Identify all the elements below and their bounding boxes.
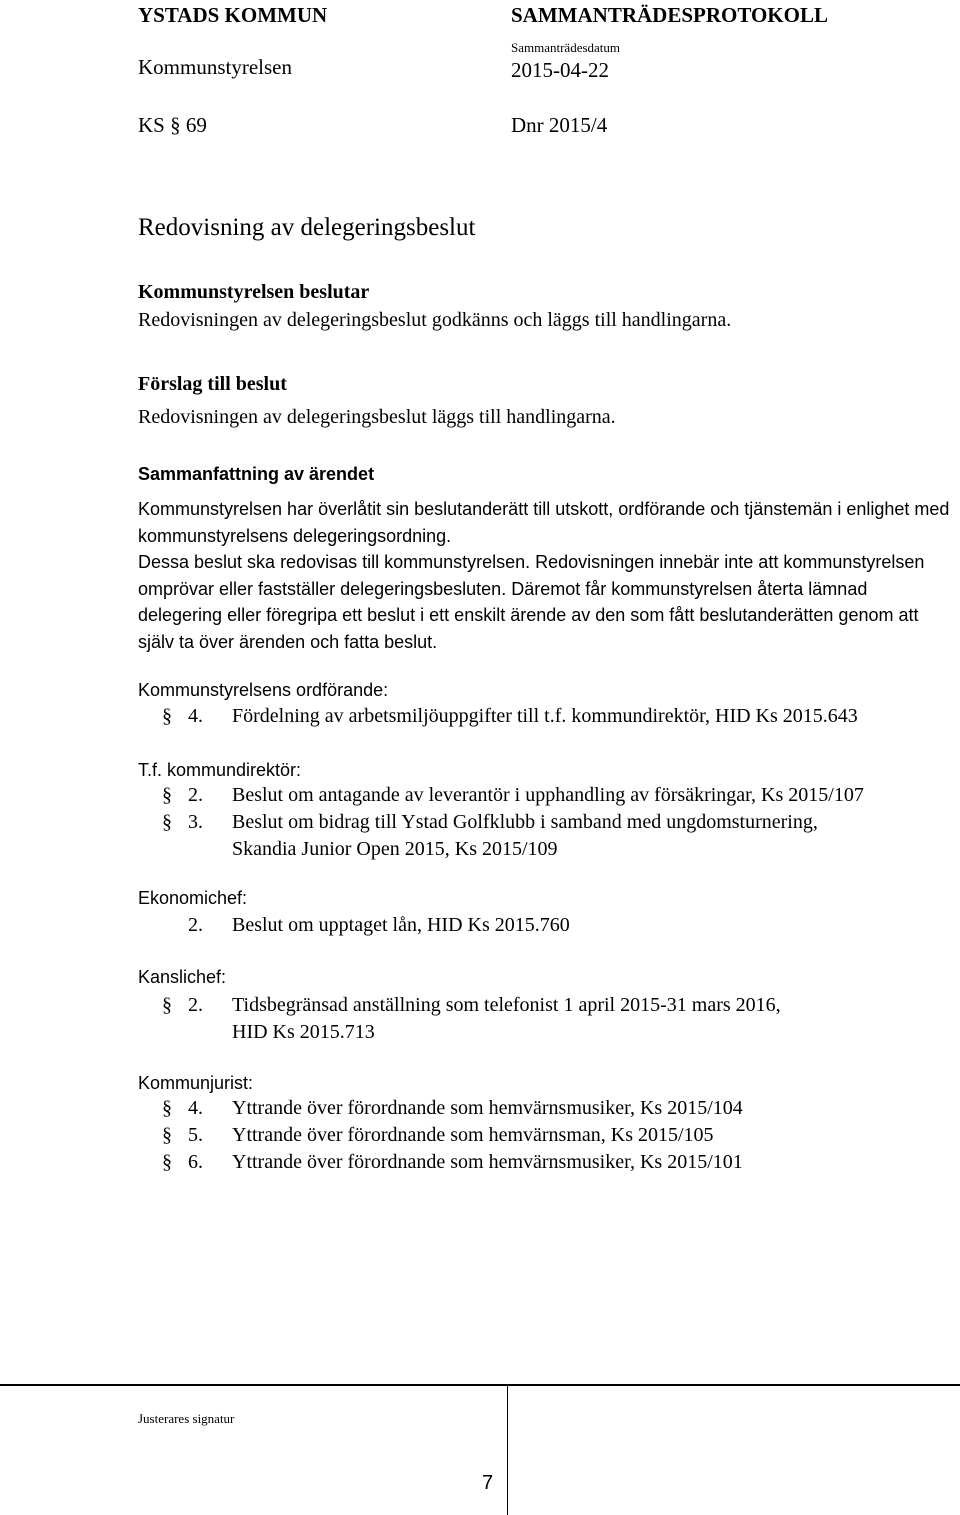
item-number: 5. (188, 1124, 203, 1146)
item-text: Beslut om upptaget lån, HID Ks 2015.760 (232, 914, 570, 936)
group-label: Kommunstyrelsens ordförande: (138, 680, 389, 700)
summary-paragraph: Kommunstyrelsen har överlåtit sin beslutanderätt till utskott, ordförande och tjänstemän i enlighet med kommunstyrelsens delegeringsordning. (138, 499, 950, 546)
item-text: Beslut om antagande av leverantör i upphandling av försäkringar, Ks 2015/107 (232, 784, 864, 806)
document-title: Redovisning av delegeringsbeslut (138, 214, 476, 241)
summary-heading: Sammanfattning av ärendet (138, 464, 375, 484)
section-sign: § (162, 811, 172, 833)
diary-number: Dnr 2015/4 (511, 113, 608, 137)
proposal-heading: Förslag till beslut (138, 373, 287, 395)
section-sign: § (162, 1151, 172, 1173)
item-number: 2. (188, 784, 203, 806)
item-text-continued: HID Ks 2015.713 (232, 1021, 375, 1043)
protocol-type: SAMMANTRÄDESPROTOKOLL (511, 3, 828, 27)
footer-column-divider (507, 1385, 508, 1515)
section-sign: § (162, 1124, 172, 1146)
item-text: Tidsbegränsad anställning som telefonist 1 april 2015-31 mars 2016, (232, 994, 781, 1016)
item-number: 6. (188, 1151, 203, 1173)
signature-label: Justerares signatur (138, 1411, 235, 1426)
item-text: Yttrande över förordnande som hemvärnsman, Ks 2015/105 (232, 1124, 714, 1146)
group-label: Kanslichef: (138, 967, 227, 987)
section-sign: § (162, 1097, 172, 1119)
item-number: 4. (188, 1097, 203, 1119)
committee-name: Kommunstyrelsen (138, 55, 292, 79)
municipality-name: YSTADS KOMMUN (138, 3, 328, 27)
item-number: 4. (188, 705, 203, 727)
decision-heading: Kommunstyrelsen beslutar (138, 281, 370, 303)
meeting-date: 2015-04-22 (511, 58, 609, 82)
decision-text: Redovisningen av delegeringsbeslut godkänns och läggs till handlingarna. (138, 309, 732, 331)
page-number: 7 (482, 1472, 494, 1494)
group-label: Ekonomichef: (138, 888, 248, 908)
summary-paragraph: Dessa beslut ska redovisas till kommunstyrelsen. Redovisningen innebär inte att kommunstyrelsen omprövar eller fastställer delegeringsbesluten. Däremot får kommunstyrelsen återta lämnad delegering eller föregripa ett beslut i ett enskilt ärende av den som fått beslutanderätten genom att själv ta över ärenden och fatta beslut. (138, 552, 925, 652)
item-text: Fördelning av arbetsmiljöuppgifter till t.f. kommundirektör, HID Ks 2015.643 (232, 705, 858, 727)
item-text-continued: Skandia Junior Open 2015, Ks 2015/109 (232, 838, 558, 860)
item-number: 3. (188, 811, 203, 833)
summary-body (138, 496, 954, 655)
item-text: Beslut om bidrag till Ystad Golfklubb i samband med ungdomsturnering, (232, 811, 818, 833)
item-number: 2. (188, 994, 203, 1016)
section-sign: § (162, 784, 172, 806)
item-text: Yttrande över förordnande som hemvärnsmusiker, Ks 2015/104 (232, 1097, 743, 1119)
item-number: 2. (188, 914, 203, 936)
section-sign: § (162, 705, 172, 727)
group-label: T.f. kommundirektör: (138, 760, 302, 780)
item-text: Yttrande över förordnande som hemvärnsmusiker, Ks 2015/101 (232, 1151, 743, 1173)
case-number: KS § 69 (138, 113, 207, 137)
date-label: Sammanträdesdatum (511, 40, 621, 55)
group-label: Kommunjurist: (138, 1073, 254, 1093)
section-sign: § (162, 994, 172, 1016)
footer-divider (0, 1384, 960, 1386)
proposal-text: Redovisningen av delegeringsbeslut läggs till handlingarna. (138, 406, 616, 428)
